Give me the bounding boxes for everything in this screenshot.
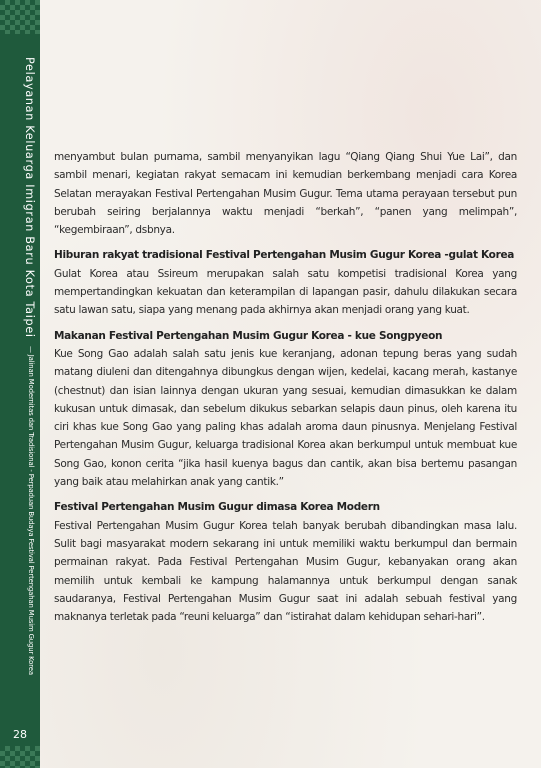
section-paragraph: Festival Pertengahan Musim Gugur Korea telah banyak berubah dibandingkan masa lalu. Sulit bagi masyarakat modern sekarang ini untuk memiliki waktu berkumpul dan bermain permainan rakyat. Pada Festival Pertengahan Musim Gugur, kebanyakan orang akan memilih untuk kembali ke kampung halamannya untuk berkumpul dengan sanak saudaranya, Festival Pertengahan Musim Gugur saat ini adalah sebuah festival yang maknanya terletak pada “reuni keluarga” dan “istirahat dalam kehidupan sehari-hari”.	[54, 519, 517, 624]
sidebar-title: Pelayanan Keluarga Imigran Baru Kota Taipei	[23, 57, 36, 338]
sidebar-title-block	[2, 36, 38, 696]
section-heading: Festival Pertengahan Musim Gugur dimasa Korea Modern	[54, 501, 380, 514]
article-body	[54, 148, 517, 633]
section-heading: Hiburan rakyat tradisional Festival Pertengahan Musim Gugur Korea -gulat Korea	[54, 249, 515, 262]
page-number: 28	[13, 728, 27, 741]
section-heading: Makanan Festival Pertengahan Musim Gugur Korea - kue Songpyeon	[54, 329, 443, 342]
sidebar	[0, 0, 40, 768]
sidebar-pattern-top	[0, 0, 40, 34]
section-paragraph: Kue Song Gao adalah salah satu jenis kue keranjang, adonan tepung beras yang sudah matang diuleni dan ditengahnya dibungkus dengan wijen, kedelai, kacang merah, kastanye (chestnut) dan isian lainnya dengan ukuran yang sesuai, kemudian dimasukkan ke dalam kukusan untuk dimasak, dan sebelum dikukus sebarkan selapis daun pinus, oleh karena itu ciri khas kue Song Gao yang paling khas adalah aroma daun pinusnya. Menjelang Festival Pertengahan Musim Gugur, keluarga tradisional Korea akan berkumpul untuk membuat kue Song Gao, konon cerita “jika hasil kuenya bagus dan cantik, akan bisa bertemu pasangan yang baik atau melahirkan anak yang cantik.”	[54, 347, 517, 489]
sidebar-pattern-bottom	[0, 746, 40, 768]
sidebar-subtitle: — Jalinan Modernitas dan Tradisional - Perpaduan Budaya Festival Pertengahan Musim Gugur Korea	[27, 345, 35, 675]
section-paragraph: Gulat Korea atau Ssireum merupakan salah satu kompetisi tradisional Korea yang mempertandingkan kekuatan dan keterampilan di lapangan pasir, dahulu dilakukan secara satu lawan satu, siapa yang menang pada akhirnya akan menjadi orang yang kuat.	[54, 267, 517, 317]
intro-paragraph: menyambut bulan purnama, sambil menyanyikan lagu “Qiang Qiang Shui Yue Lai”, dan sambil menari, kegiatan rakyat semacam ini kemudian berkembang menjadi cara Korea Selatan merayakan Festival Pertengahan Musim Gugur. Tema utama perayaan tersebut pun berubah seiring berjalannya waktu menjadi “berkah”, “panen yang melimpah”, “kegembiraan”, dsbnya.	[54, 151, 517, 237]
